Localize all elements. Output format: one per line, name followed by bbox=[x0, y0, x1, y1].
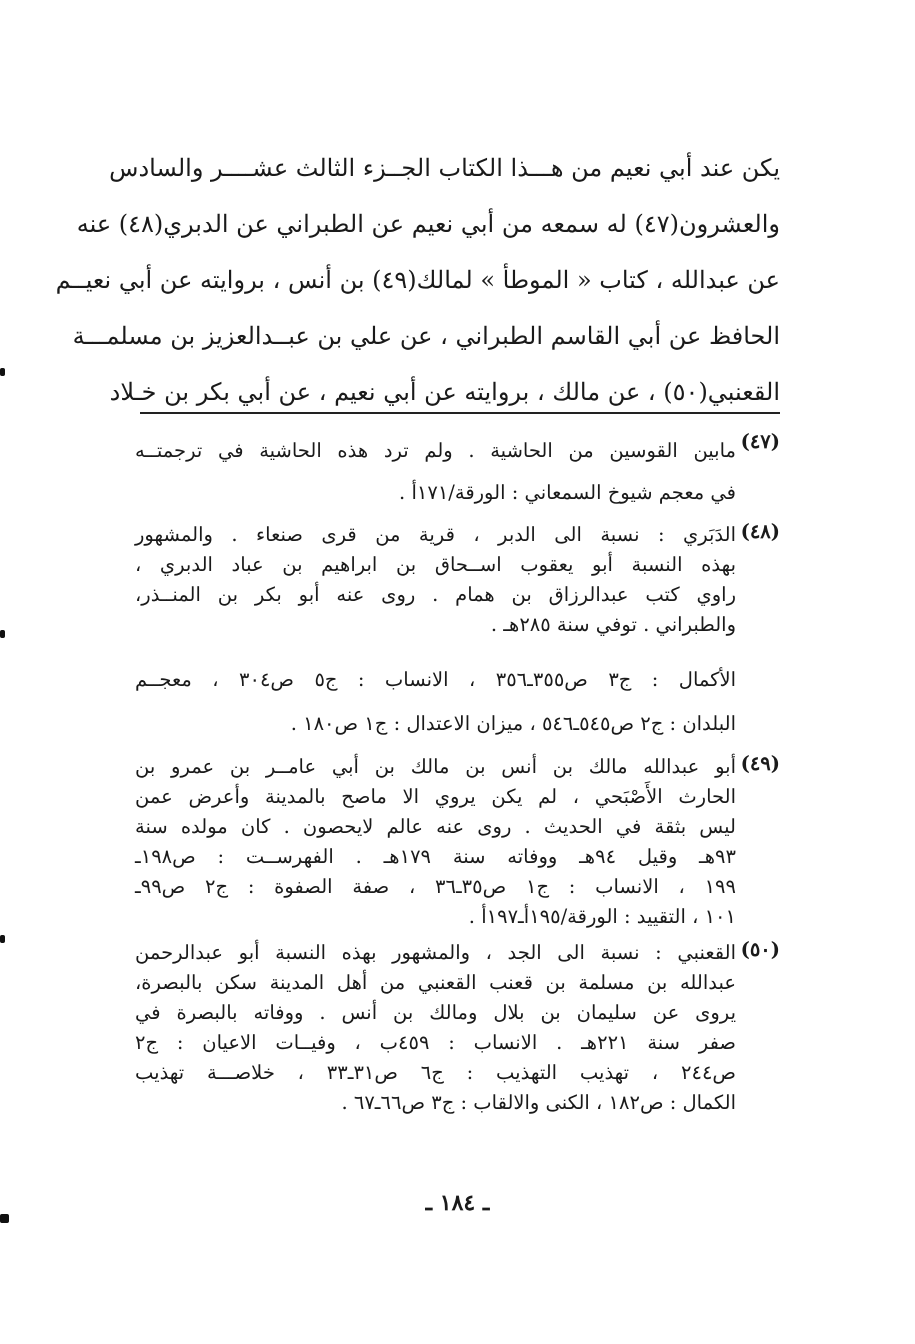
footnote-number: (٤٨) bbox=[740, 520, 780, 543]
footnote-line: ١٩٩ ، الانساب : ج١ ص٣٥ـ٣٦ ، صفة الصفوة : ج٢ ص٩٩ـ bbox=[135, 875, 736, 898]
footnotes-section bbox=[135, 430, 780, 1124]
footnote-line: القعنبي : نسبة الى الجد ، والمشهور بهذه النسبة أبو عبدالرحمن bbox=[135, 941, 736, 964]
footnote-line: ليس بثقة في الحديث . روى عنه عالم لايحصون . كان مولده سنة bbox=[135, 815, 736, 838]
footnote-reference-line: الأكمال : ج٣ ص٣٥٥ـ٣٥٦ ، الانساب : ج٥ ص٣٠٤ ، معجــم bbox=[135, 668, 737, 691]
footnote-line: راوي كتب عبدالرزاق بن همام . روى عنه أبو بكر بن المنــذر، bbox=[135, 583, 736, 606]
footnote-number: (٤٧) bbox=[740, 430, 780, 453]
main-text-block bbox=[55, 140, 780, 420]
footnote-line: ١٠١ ، التقييد : الورقة/١٩٥أـ١٩٧أ . bbox=[468, 905, 736, 928]
footnote-separator bbox=[140, 412, 780, 414]
main-text-line: والعشرون(٤٧) له سمعه من أبي نعيم عن الطبراني عن الدبري(٤٨) عنه bbox=[76, 210, 780, 238]
footnote-line: عبدالله بن مسلمة بن قعنب القعنبي من أهل المدينة سكن بالبصرة، bbox=[135, 971, 736, 994]
footnote-line: الكمال : ص١٨٢ ، الكنى والالقاب : ج٣ ص٦٦ـ٦٧ . bbox=[341, 1091, 736, 1114]
footnote-50 bbox=[135, 938, 780, 1118]
footnote-line: الدَبَري : نسبة الى الدبر ، قرية من قرى صنعاء . والمشهور bbox=[135, 523, 736, 546]
main-text-line: الحافظ عن أبي القاسم الطبراني ، عن علي بن عبــدالعزيز بن مسلمـــة bbox=[72, 322, 780, 350]
page-number: ـ ١٨٤ ـ bbox=[425, 1190, 490, 1216]
main-text-line: القعنبي(٥٠) ، عن مالك ، بروايته عن أبي نعيم ، عن أبي بكر بن خـلاد bbox=[109, 378, 780, 406]
footnote-number: (٥٠) bbox=[740, 938, 780, 961]
footnote-line: مابين القوسين من الحاشية . ولم ترد هذه الحاشية في ترجمتــه bbox=[135, 439, 736, 462]
footnote-line: ص٢٤٤ ، تهذيب التهذيب : ج٦ ص٣١ـ٣٣ ، خلاصـــة تهذيب bbox=[135, 1061, 736, 1084]
footnote-47 bbox=[135, 430, 780, 514]
main-text-line: يكن عند أبي نعيم من هـــذا الكتاب الجــزء الثالث عشــــر والسادس bbox=[109, 154, 780, 182]
footnote-line: أبو عبدالله مالك بن أنس بن مالك بن أبي عامــر بن عمرو بن bbox=[135, 755, 736, 778]
footnote-line: والطبراني . توفي سنة ٢٨٥هـ . bbox=[490, 613, 736, 636]
footnote-line: ٩٣هـ وقيل ٩٤هـ ووفاته سنة ١٧٩هـ . الفهرســت : ص١٩٨ـ bbox=[135, 845, 736, 868]
footnote-line: في معجم شيوخ السمعاني : الورقة/١٧١أ . bbox=[399, 481, 736, 504]
scan-edge-mark bbox=[0, 368, 5, 376]
footnote-48 bbox=[135, 520, 780, 746]
scan-edge-mark bbox=[0, 1214, 9, 1223]
footnote-line: الحارث الأَصْبَحي ، لم يكن يروي الا ماصح بالمدينة وأعرض عمن bbox=[135, 785, 736, 808]
scan-edge-mark bbox=[0, 935, 5, 943]
footnote-reference-line: البلدان : ج٢ ص٥٤٥ـ٥٤٦ ، ميزان الاعتدال : ج١ ص١٨٠ . bbox=[290, 712, 736, 735]
footnote-number: (٤٩) bbox=[740, 752, 780, 775]
main-text-line: عن عبدالله ، كتاب « الموطأ » لمالك(٤٩) بن أنس ، بروايته عن أبي نعيــم bbox=[55, 266, 780, 294]
scan-edge-mark bbox=[0, 630, 5, 638]
footnote-line: بهذه النسبة أبو يعقوب اســحاق بن ابراهيم بن عباد الدبري ، bbox=[135, 553, 736, 576]
footnote-line: يروى عن سليمان بن بلال ومالك بن أنس . ووفاته بالبصرة في bbox=[135, 1001, 736, 1024]
footnote-49 bbox=[135, 752, 780, 932]
footnote-line: صفر سنة ٢٢١هـ . الانساب : ٤٥٩ب ، وفيــات الاعيان : ج٢ bbox=[135, 1031, 736, 1054]
